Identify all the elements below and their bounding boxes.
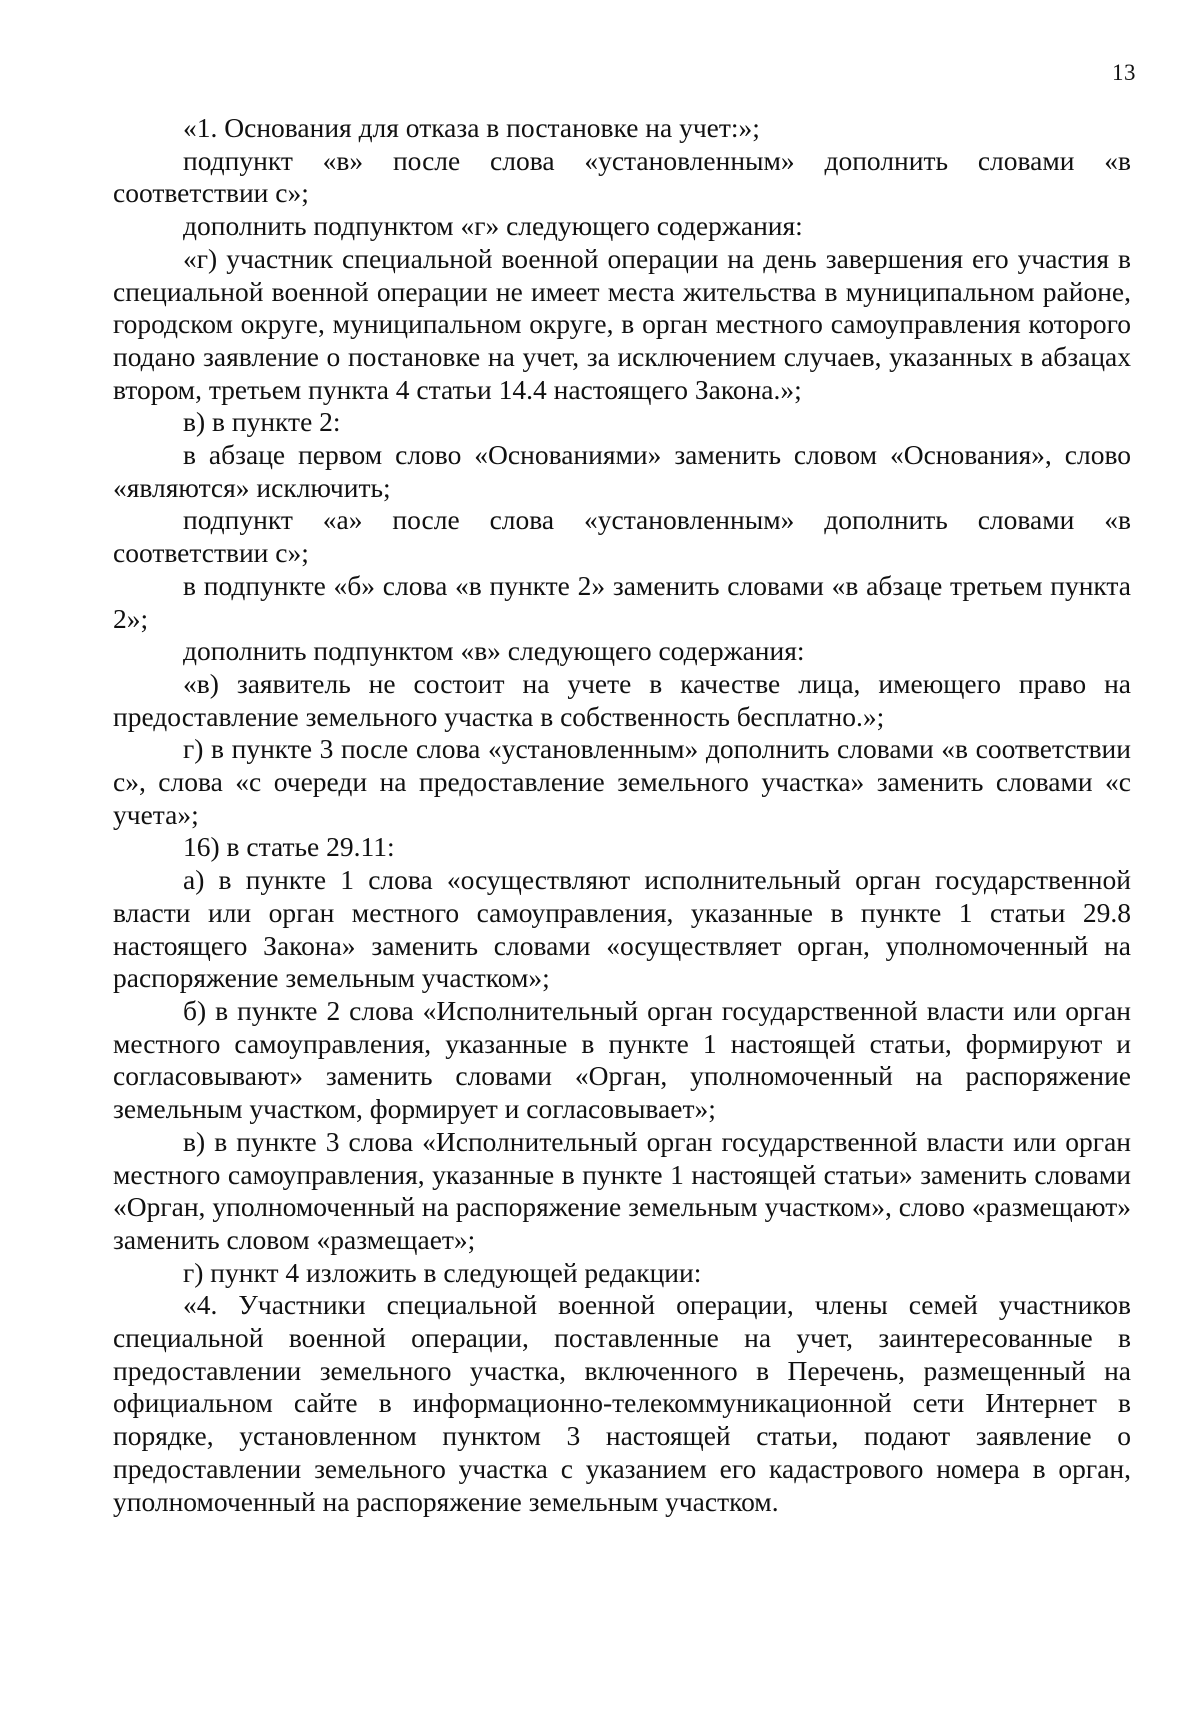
- paragraph: «г) участник специальной военной операции на день завершения его участия в специальной военной операции не имеет места жительства в муниципальном районе, городском округе, муниципальном округе, в орган местного самоуправления которого подано заявление о постановке на учет, за исключением случаев, указанных в абзацах втором, третьем пункта 4 статьи 14.4 настоящего Закона.»;: [113, 242, 1131, 405]
- paragraph: в абзаце первом слово «Основаниями» заменить словом «Основания», слово «являются» исключить;: [113, 439, 1131, 503]
- page-number: 13: [1112, 60, 1136, 85]
- paragraph: подпункт «а» после слова «установленным» дополнить словами «в соответствии с»;: [113, 504, 1131, 569]
- paragraph: «4. Участники специальной военной операции, члены семей участников специальной военной операции, поставленные на учет, заинтересованные в предоставлении земельного участка, включенного в Перечень, размещенный на официальном сайте в информационно-телекоммуникационной сети Интернет в порядке, установленном пунктом 3 настоящей статьи, подают заявление о предоставлении земельного участка с указанием его кадастрового номера в орган, уполномоченный на распоряжение земельным участком.: [113, 1289, 1131, 1517]
- paragraph: г) пункт 4 изложить в следующей редакции:: [183, 1256, 702, 1288]
- paragraph: в) в пункте 2:: [183, 406, 341, 438]
- paragraph: а) в пункте 1 слова «осуществляют исполнительный орган государственной власти или орган местного самоуправления, указанные в пункте 1 статьи 29.8 настоящего Закона» заменить словами «осуществляет орган, уполномоченный на распоряжение земельным участком»;: [113, 864, 1131, 994]
- paragraph: в подпункте «б» слова «в пункте 2» заменить словами «в абзаце третьем пункта 2»;: [113, 569, 1131, 634]
- paragraph: г) в пункте 3 после слова «установленным» дополнить словами «в соответствии с», слова «с очереди на предоставление земельного участка» заменить словами «с учета»;: [113, 733, 1131, 830]
- paragraph: «1. Основания для отказа в постановке на учет:»;: [183, 112, 760, 143]
- paragraph: дополнить подпунктом «в» следующего содержания:: [183, 635, 805, 667]
- paragraph: 16) в статье 29.11:: [183, 831, 395, 863]
- paragraph: в) в пункте 3 слова «Исполнительный орган государственной власти или орган местного самоуправления, указанные в пункте 1 настоящей статьи» заменить словами «Орган, уполномоченный на распоряжение земельным участком», слово «размещают» заменить словом «размещает»;: [113, 1125, 1131, 1255]
- document-body: [113, 112, 1131, 1518]
- paragraph: б) в пункте 2 слова «Исполнительный орган государственной власти или орган местного самоуправления, указанные в пункте 1 настоящей статьи, формируют и согласовывают» заменить словами «Орган, уполномоченный на распоряжение земельным участком, формирует и согласовывает»;: [113, 994, 1131, 1125]
- paragraph: «в) заявитель не состоит на учете в качестве лица, имеющего право на предоставление земельного участка в собственность бесплатно.»;: [113, 667, 1131, 732]
- paragraph: подпункт «в» после слова «установленным» дополнить словами «в соответствии с»;: [113, 144, 1131, 209]
- paragraph: дополнить подпунктом «г» следующего содержания:: [183, 210, 803, 242]
